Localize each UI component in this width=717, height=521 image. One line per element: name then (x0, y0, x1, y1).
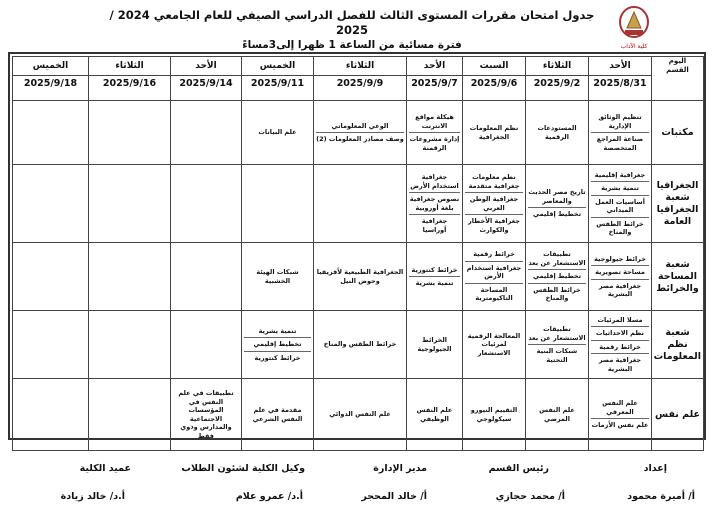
course-name: خرائط كنتورية (254, 353, 301, 362)
course-name: تنمية بشرية (591, 182, 649, 196)
exam-cell (463, 243, 526, 311)
title-line-2: فترة مسائية من الساعة 1 ظهرا إلى3مساءً (242, 39, 462, 51)
course-name: تطبيقات الاستشعار عن بعد (528, 323, 586, 345)
course-name: تخطيط إقليمي (528, 270, 586, 284)
exam-cell (463, 311, 526, 379)
day-label: السبت (463, 57, 525, 76)
table-row (13, 101, 704, 165)
exam-cell (314, 101, 407, 165)
course-name: وصف مصادر المعلومات (2) (316, 135, 404, 143)
signature-name: أ.د/ خالد زيادة (60, 491, 125, 502)
exam-cell (171, 379, 242, 451)
column-header (463, 57, 526, 101)
signature-title: مدير الإدارة (373, 463, 427, 474)
corner-cell (652, 57, 704, 101)
course-name: تنظيم الوثائق الإدارية (591, 111, 649, 133)
title-line-1: جدول امتحان مقررات المستوى الثالث للفصل الدراسي الصيفي للعام الجامعي 2024 / 2025 (109, 8, 595, 37)
date-label: 2025/9/14 (179, 78, 233, 89)
course-name: هيكلة مواقع الانترنت (409, 111, 460, 133)
column-header (89, 57, 171, 101)
course-name: المساحة التاكيومترية (475, 285, 513, 303)
date-label: 2025/8/31 (593, 78, 647, 89)
course-name: خرائط رقمية (465, 248, 523, 262)
course-name: علم النفس المعرفي (591, 397, 649, 419)
day-label: الأحد (407, 57, 462, 76)
course-name: خرائط جيولوجية (591, 253, 649, 267)
day-label: الأحد (589, 57, 651, 76)
course-name: مسلا المرئيات (591, 314, 649, 328)
exam-cell (407, 101, 463, 165)
exam-cell (463, 379, 526, 451)
course-name: المستودعات الرقمية (537, 124, 577, 141)
exam-cell (13, 165, 89, 243)
course-name: الجغرافية الطبيعية لأفريقيا وحوض النيل (316, 268, 404, 285)
course-name: تخطيط إقليمي (532, 210, 582, 219)
course-name: علم النفس الوظيفي (416, 406, 453, 423)
course-name: شبكات البنية التحتية (536, 347, 578, 364)
course-name: علم النفس المرضي (539, 406, 575, 423)
exam-cell (526, 101, 589, 165)
table-row (13, 243, 704, 311)
date-label: 2025/9/16 (102, 78, 157, 89)
date-label: 2025/9/7 (411, 78, 458, 89)
exam-cell (171, 165, 242, 243)
logo-caption: كلية الآداب (620, 43, 648, 50)
exam-cell (89, 243, 171, 311)
exam-cell (526, 165, 589, 243)
exam-cell (407, 379, 463, 451)
date-label: 2025/9/9 (336, 78, 384, 89)
course-name: تاريخ مصر الحديث والمعاصر (528, 186, 586, 208)
department-label: الجغرافيا شعبة الجغرافيا العامة (652, 165, 704, 243)
day-label: الثلاثاء (89, 57, 170, 76)
department-label: علم نفس (652, 379, 704, 451)
course-name: علم النفس الدوائي (329, 410, 391, 419)
course-name: نظم الاحداثيات (591, 327, 649, 341)
exam-cell (407, 165, 463, 243)
column-header (314, 57, 407, 101)
corner-day-label: اليوم (668, 57, 687, 65)
course-name: جغرافية استخدام الأرض (465, 262, 523, 284)
column-header (407, 57, 463, 101)
date-label: 2025/9/6 (470, 78, 518, 89)
page-title (92, 8, 612, 53)
exam-cell (242, 311, 314, 379)
course-name: جغرافية الأخطار والكوارث (467, 217, 520, 234)
course-name: خرائط الطقس والمناخ (323, 340, 397, 349)
course-name: نظم المعلومات الجغرافية (469, 124, 519, 141)
exam-cell (589, 165, 652, 243)
exam-cell (89, 311, 171, 379)
course-name: جغرافية استخدام الأرض (409, 171, 460, 193)
day-label: الأحد (171, 57, 241, 76)
exam-cell (589, 379, 652, 451)
day-label: الثلاثاء (526, 57, 588, 76)
exam-cell (242, 379, 314, 451)
exam-cell (13, 243, 89, 311)
corner-dept-label: القسم (666, 66, 689, 74)
exam-cell (407, 311, 463, 379)
signature-title: وكيل الكلية لشئون الطلاب (181, 463, 305, 474)
date-label: 2025/9/2 (533, 78, 581, 89)
header-row (13, 57, 704, 101)
course-name: تنمية بشرية (244, 325, 311, 339)
course-name: صناعة المراجع المتخصصة (596, 135, 644, 152)
course-name: نصوص جغرافية بلغة أوروبية (409, 193, 460, 215)
signature-name: أ.د/ عمرو علام (235, 491, 303, 502)
course-name: أساسيات العمل الميداني (591, 196, 649, 218)
signature-name: أ/ أميرة محمود (627, 491, 695, 502)
course-name: مساحة تصويرية (591, 266, 649, 280)
exam-cell (314, 243, 407, 311)
signature-name: أ/ خالد المحجر (361, 491, 427, 502)
exam-cell (589, 243, 652, 311)
course-name: خرائط الطقس والمناخ (596, 219, 644, 236)
course-name: الوعي المعلوماتي (316, 120, 404, 134)
course-name: المعالجة الرقمية لمرئيات الاستشعار (467, 331, 521, 357)
course-name: التقييم النيورو سيكولوجي (470, 406, 518, 423)
course-name: تطبيقات الاستشعار عن بعد (528, 248, 586, 270)
exam-cell (463, 101, 526, 165)
exam-cell (13, 311, 89, 379)
department-label: شعبة المساحة والخرائط (652, 243, 704, 311)
exam-cell (526, 243, 589, 311)
table-row (13, 165, 704, 243)
exam-cell (589, 101, 652, 165)
exam-cell (171, 101, 242, 165)
date-label: 2025/9/11 (250, 78, 305, 89)
exam-cell (463, 165, 526, 243)
course-name: خرائط كنتورية (409, 264, 460, 278)
exam-cell (526, 379, 589, 451)
exam-cell (314, 311, 407, 379)
course-name: علم نفس الأزمات (591, 421, 649, 430)
exam-cell (13, 101, 89, 165)
course-name: علم البيانات (258, 128, 297, 137)
table-row (13, 379, 704, 451)
date-label: 2025/9/18 (23, 78, 78, 89)
department-label: شعبة نظم المعلومات (652, 311, 704, 379)
exam-cell (171, 311, 242, 379)
day-label: الثلاثاء (314, 57, 406, 76)
course-name: تطبيقات في علم النفس في المؤسسات الاجتماعية والمدارس وذوي فقط (178, 389, 234, 440)
course-name: شبكات الهيئة الخشبية (256, 268, 299, 285)
day-label: الخميس (242, 57, 313, 76)
course-name: جغرافية الوطن العربي (465, 193, 523, 215)
exam-cell (242, 101, 314, 165)
department-label: مكتبات (652, 101, 704, 165)
course-name: جغرافية مصر البشرية (598, 356, 642, 373)
signature-name: أ/ محمد حجازي (495, 491, 565, 502)
exam-cell (89, 165, 171, 243)
exam-cell (589, 311, 652, 379)
signature-title: عميد الكلية (79, 463, 131, 474)
course-name: تخطيط إقليمي (244, 338, 311, 352)
day-label: الخميس (13, 57, 88, 76)
course-name: مقدمة في علم النفس الشرعي (252, 406, 303, 423)
course-name: خرائط رقمية (591, 341, 649, 355)
column-header (526, 57, 589, 101)
exam-cell (314, 165, 407, 243)
exam-cell (89, 379, 171, 451)
column-header (171, 57, 242, 101)
column-header (589, 57, 652, 101)
exam-cell (89, 101, 171, 165)
course-name: الخرائط الجيولوجية (417, 336, 452, 353)
exam-cell (171, 243, 242, 311)
university-logo (603, 4, 665, 50)
exam-cell (526, 311, 589, 379)
column-header (13, 57, 89, 101)
course-name: نظم معلومات جغرافية متقدمة (465, 171, 523, 193)
column-header (242, 57, 314, 101)
exam-schedule-table (12, 56, 704, 451)
course-name: جغرافية أوراسيا (421, 217, 448, 234)
course-name: جغرافية مصر البشرية (598, 281, 642, 298)
signature-title: رئيس القسم (488, 463, 549, 474)
table-row (13, 311, 704, 379)
exam-cell (13, 379, 89, 451)
course-name: خرائط الطقس والمناخ (533, 285, 581, 303)
course-name: جغرافية إقليمية (591, 169, 649, 183)
course-name: إدارة مشروعات الرقمنة (409, 135, 460, 152)
exam-cell (314, 379, 407, 451)
course-name: تنمية بشرية (415, 279, 454, 287)
signature-title: إعداد (643, 463, 667, 474)
exam-cell (242, 165, 314, 243)
exam-cell (407, 243, 463, 311)
exam-cell (242, 243, 314, 311)
